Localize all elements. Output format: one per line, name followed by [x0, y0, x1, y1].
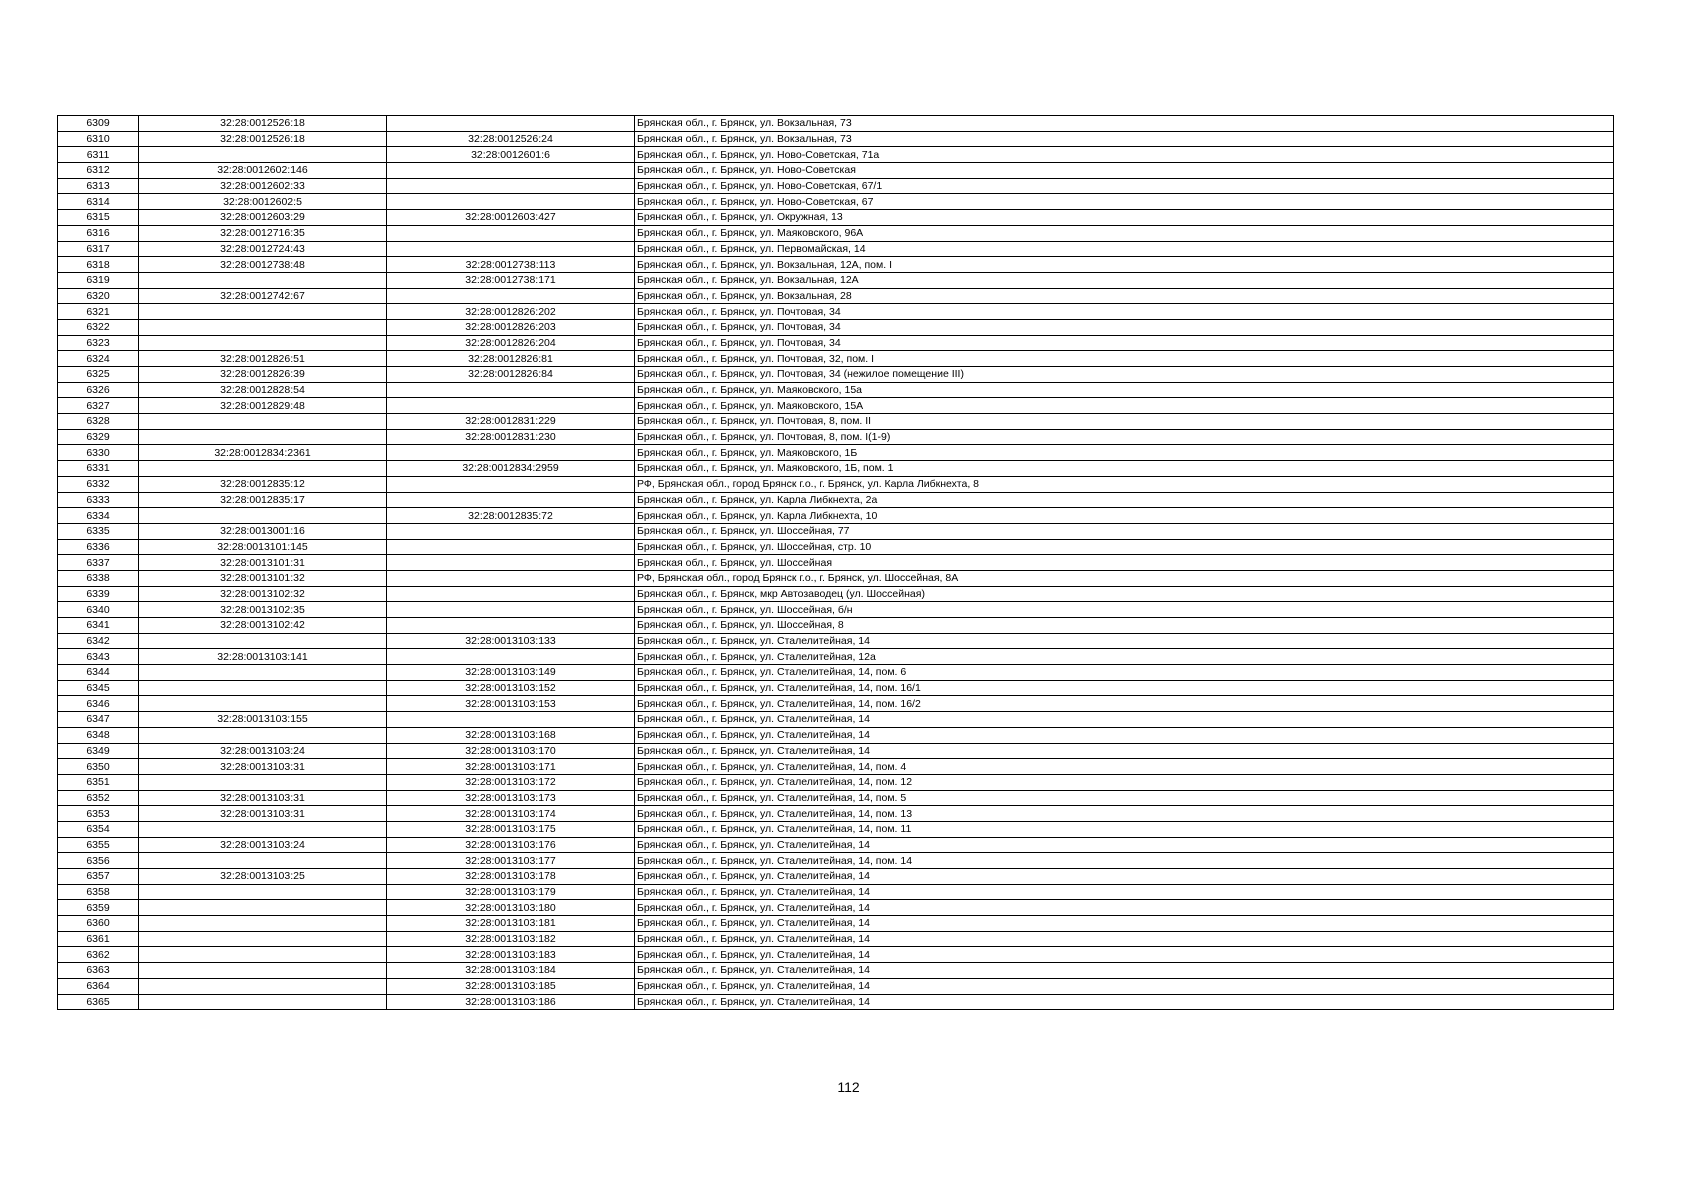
- land-cadastral-number-cell: 32:28:0013102:42: [139, 618, 387, 634]
- building-cadastral-number-cell: [387, 570, 635, 586]
- row-number-cell: 6343: [58, 649, 139, 665]
- building-cadastral-number-cell: 32:28:0013103:178: [387, 869, 635, 885]
- row-number-cell: 6350: [58, 759, 139, 775]
- row-number-cell: 6314: [58, 194, 139, 210]
- address-cell: Брянская обл., г. Брянск, ул. Шоссейная, 8: [635, 618, 1614, 634]
- table-row: [58, 570, 1614, 586]
- address-cell: Брянская обл., г. Брянск, ул. Почтовая, 34: [635, 335, 1614, 351]
- row-number-cell: 6363: [58, 963, 139, 979]
- address-cell: Брянская обл., г. Брянск, ул. Сталелитейная, 14: [635, 963, 1614, 979]
- building-cadastral-number-cell: 32:28:0013103:171: [387, 759, 635, 775]
- address-cell: Брянская обл., г. Брянск, ул. Сталелитейная, 14, пом. 12: [635, 774, 1614, 790]
- building-cadastral-number-cell: 32:28:0013103:170: [387, 743, 635, 759]
- row-number-cell: 6335: [58, 523, 139, 539]
- address-cell: Брянская обл., г. Брянск, ул. Сталелитейная, 14: [635, 884, 1614, 900]
- table-row: [58, 963, 1614, 979]
- row-number-cell: 6346: [58, 696, 139, 712]
- address-cell: Брянская обл., г. Брянск, ул. Почтовая, 8, пом. II: [635, 414, 1614, 430]
- address-cell: Брянская обл., г. Брянск, ул. Вокзальная, 12А: [635, 272, 1614, 288]
- row-number-cell: 6340: [58, 602, 139, 618]
- address-cell: Брянская обл., г. Брянск, ул. Вокзальная, 73: [635, 131, 1614, 147]
- address-cell: Брянская обл., г. Брянск, ул. Сталелитейная, 14, пом. 14: [635, 853, 1614, 869]
- land-cadastral-number-cell: [139, 508, 387, 524]
- land-cadastral-number-cell: 32:28:0012603:29: [139, 210, 387, 226]
- table-row: [58, 523, 1614, 539]
- table-row: [58, 241, 1614, 257]
- building-cadastral-number-cell: 32:28:0012826:202: [387, 304, 635, 320]
- land-cadastral-number-cell: 32:28:0012835:12: [139, 476, 387, 492]
- building-cadastral-number-cell: 32:28:0012826:203: [387, 319, 635, 335]
- address-cell: Брянская обл., г. Брянск, ул. Первомайская, 14: [635, 241, 1614, 257]
- building-cadastral-number-cell: [387, 288, 635, 304]
- table-row: [58, 555, 1614, 571]
- row-number-cell: 6338: [58, 570, 139, 586]
- address-cell: Брянская обл., г. Брянск, ул. Ново-Советская, 71а: [635, 147, 1614, 163]
- table-row: [58, 382, 1614, 398]
- building-cadastral-number-cell: [387, 194, 635, 210]
- row-number-cell: 6332: [58, 476, 139, 492]
- land-cadastral-number-cell: 32:28:0013101:145: [139, 539, 387, 555]
- table-row: [58, 821, 1614, 837]
- table-row: [58, 853, 1614, 869]
- row-number-cell: 6328: [58, 414, 139, 430]
- building-cadastral-number-cell: 32:28:0013103:186: [387, 994, 635, 1010]
- row-number-cell: 6313: [58, 178, 139, 194]
- row-number-cell: 6347: [58, 712, 139, 728]
- page-number: 112: [837, 1079, 860, 1095]
- table-row: [58, 163, 1614, 179]
- address-cell: Брянская обл., г. Брянск, ул. Ново-Советская: [635, 163, 1614, 179]
- table-row: [58, 225, 1614, 241]
- table-row: [58, 680, 1614, 696]
- row-number-cell: 6329: [58, 429, 139, 445]
- row-number-cell: 6319: [58, 272, 139, 288]
- row-number-cell: 6351: [58, 774, 139, 790]
- address-cell: Брянская обл., г. Брянск, ул. Маяковского, 1Б, пом. 1: [635, 461, 1614, 477]
- table-row: [58, 900, 1614, 916]
- table-row: [58, 884, 1614, 900]
- land-cadastral-number-cell: 32:28:0012828:54: [139, 382, 387, 398]
- address-cell: РФ, Брянская обл., город Брянск г.о., г. Брянск, ул. Карла Либкнехта, 8: [635, 476, 1614, 492]
- land-cadastral-number-cell: 32:28:0013101:31: [139, 555, 387, 571]
- building-cadastral-number-cell: 32:28:0013103:152: [387, 680, 635, 696]
- building-cadastral-number-cell: [387, 712, 635, 728]
- building-cadastral-number-cell: 32:28:0012834:2959: [387, 461, 635, 477]
- land-cadastral-number-cell: [139, 461, 387, 477]
- building-cadastral-number-cell: [387, 445, 635, 461]
- land-cadastral-number-cell: [139, 978, 387, 994]
- address-cell: Брянская обл., г. Брянск, ул. Сталелитейная, 14, пом. 4: [635, 759, 1614, 775]
- building-cadastral-number-cell: [387, 382, 635, 398]
- land-cadastral-number-cell: [139, 696, 387, 712]
- land-cadastral-number-cell: [139, 429, 387, 445]
- row-number-cell: 6357: [58, 869, 139, 885]
- table-row: [58, 633, 1614, 649]
- row-number-cell: 6345: [58, 680, 139, 696]
- building-cadastral-number-cell: 32:28:0013103:182: [387, 931, 635, 947]
- land-cadastral-number-cell: [139, 414, 387, 430]
- table-row: [58, 869, 1614, 885]
- land-cadastral-number-cell: [139, 319, 387, 335]
- row-number-cell: 6316: [58, 225, 139, 241]
- land-cadastral-number-cell: [139, 900, 387, 916]
- building-cadastral-number-cell: 32:28:0012603:427: [387, 210, 635, 226]
- building-cadastral-number-cell: [387, 492, 635, 508]
- address-cell: Брянская обл., г. Брянск, ул. Шоссейная, стр. 10: [635, 539, 1614, 555]
- land-cadastral-number-cell: 32:28:0013103:24: [139, 743, 387, 759]
- row-number-cell: 6348: [58, 727, 139, 743]
- building-cadastral-number-cell: 32:28:0013103:185: [387, 978, 635, 994]
- row-number-cell: 6344: [58, 665, 139, 681]
- table-row: [58, 461, 1614, 477]
- land-cadastral-number-cell: [139, 947, 387, 963]
- table-row: [58, 351, 1614, 367]
- building-cadastral-number-cell: [387, 539, 635, 555]
- land-cadastral-number-cell: 32:28:0013103:31: [139, 790, 387, 806]
- land-cadastral-number-cell: [139, 272, 387, 288]
- row-number-cell: 6341: [58, 618, 139, 634]
- building-cadastral-number-cell: [387, 476, 635, 492]
- land-cadastral-number-cell: 32:28:0012829:48: [139, 398, 387, 414]
- address-cell: Брянская обл., г. Брянск, ул. Вокзальная, 12А, пом. I: [635, 257, 1614, 273]
- land-cadastral-number-cell: [139, 665, 387, 681]
- building-cadastral-number-cell: [387, 618, 635, 634]
- building-cadastral-number-cell: [387, 178, 635, 194]
- building-cadastral-number-cell: 32:28:0013103:183: [387, 947, 635, 963]
- address-cell: Брянская обл., г. Брянск, ул. Почтовая, 34 (нежилое помещение III): [635, 367, 1614, 383]
- table-row: [58, 257, 1614, 273]
- land-cadastral-number-cell: 32:28:0013103:155: [139, 712, 387, 728]
- land-cadastral-number-cell: 32:28:0013102:35: [139, 602, 387, 618]
- land-cadastral-number-cell: 32:28:0013102:32: [139, 586, 387, 602]
- table-row: [58, 978, 1614, 994]
- land-cadastral-number-cell: [139, 774, 387, 790]
- land-cadastral-number-cell: 32:28:0012602:5: [139, 194, 387, 210]
- row-number-cell: 6356: [58, 853, 139, 869]
- address-cell: Брянская обл., г. Брянск, ул. Шоссейная, 77: [635, 523, 1614, 539]
- row-number-cell: 6337: [58, 555, 139, 571]
- land-cadastral-number-cell: 32:28:0012826:39: [139, 367, 387, 383]
- land-cadastral-number-cell: [139, 931, 387, 947]
- building-cadastral-number-cell: 32:28:0012526:24: [387, 131, 635, 147]
- row-number-cell: 6358: [58, 884, 139, 900]
- table-row: [58, 602, 1614, 618]
- row-number-cell: 6331: [58, 461, 139, 477]
- address-cell: Брянская обл., г. Брянск, ул. Сталелитейная, 14, пом. 11: [635, 821, 1614, 837]
- table-row: [58, 916, 1614, 932]
- address-cell: Брянская обл., г. Брянск, ул. Сталелитейная, 14: [635, 947, 1614, 963]
- table-row: [58, 806, 1614, 822]
- land-cadastral-number-cell: 32:28:0013103:31: [139, 759, 387, 775]
- building-cadastral-number-cell: [387, 398, 635, 414]
- building-cadastral-number-cell: 32:28:0013103:179: [387, 884, 635, 900]
- address-cell: Брянская обл., г. Брянск, ул. Сталелитейная, 12а: [635, 649, 1614, 665]
- land-cadastral-number-cell: 32:28:0013103:25: [139, 869, 387, 885]
- row-number-cell: 6333: [58, 492, 139, 508]
- table-row: [58, 147, 1614, 163]
- table-row: [58, 508, 1614, 524]
- row-number-cell: 6317: [58, 241, 139, 257]
- table-row: [58, 759, 1614, 775]
- table-row: [58, 947, 1614, 963]
- table-row: [58, 476, 1614, 492]
- table-row: [58, 288, 1614, 304]
- row-number-cell: 6364: [58, 978, 139, 994]
- row-number-cell: 6354: [58, 821, 139, 837]
- building-cadastral-number-cell: 32:28:0013103:181: [387, 916, 635, 932]
- table-row: [58, 319, 1614, 335]
- table-row: [58, 743, 1614, 759]
- building-cadastral-number-cell: 32:28:0013103:133: [387, 633, 635, 649]
- row-number-cell: 6362: [58, 947, 139, 963]
- building-cadastral-number-cell: 32:28:0013103:174: [387, 806, 635, 822]
- address-cell: Брянская обл., г. Брянск, ул. Сталелитейная, 14: [635, 869, 1614, 885]
- land-cadastral-number-cell: 32:28:0013103:31: [139, 806, 387, 822]
- address-cell: Брянская обл., г. Брянск, ул. Сталелитейная, 14: [635, 931, 1614, 947]
- table-row: [58, 194, 1614, 210]
- building-cadastral-number-cell: [387, 241, 635, 257]
- row-number-cell: 6359: [58, 900, 139, 916]
- table-row: [58, 178, 1614, 194]
- building-cadastral-number-cell: [387, 649, 635, 665]
- address-cell: Брянская обл., г. Брянск, ул. Ново-Советская, 67/1: [635, 178, 1614, 194]
- building-cadastral-number-cell: [387, 586, 635, 602]
- building-cadastral-number-cell: 32:28:0012831:230: [387, 429, 635, 445]
- land-cadastral-number-cell: 32:28:0012602:33: [139, 178, 387, 194]
- land-cadastral-number-cell: 32:28:0013103:24: [139, 837, 387, 853]
- land-cadastral-number-cell: [139, 916, 387, 932]
- row-number-cell: 6327: [58, 398, 139, 414]
- row-number-cell: 6325: [58, 367, 139, 383]
- row-number-cell: 6352: [58, 790, 139, 806]
- address-cell: Брянская обл., г. Брянск, ул. Почтовая, 34: [635, 304, 1614, 320]
- building-cadastral-number-cell: 32:28:0012826:204: [387, 335, 635, 351]
- address-cell: Брянская обл., г. Брянск, ул. Сталелитейная, 14: [635, 994, 1614, 1010]
- row-number-cell: 6326: [58, 382, 139, 398]
- land-cadastral-number-cell: 32:28:0012742:67: [139, 288, 387, 304]
- building-cadastral-number-cell: [387, 225, 635, 241]
- land-cadastral-number-cell: [139, 994, 387, 1010]
- address-cell: Брянская обл., г. Брянск, ул. Сталелитейная, 14, пом. 5: [635, 790, 1614, 806]
- land-cadastral-number-cell: 32:28:0012602:146: [139, 163, 387, 179]
- address-cell: Брянская обл., г. Брянск, ул. Маяковского, 1Б: [635, 445, 1614, 461]
- table-row: [58, 367, 1614, 383]
- table-row: [58, 774, 1614, 790]
- table-row: [58, 931, 1614, 947]
- registry-table: [57, 115, 1614, 1010]
- table-row: [58, 727, 1614, 743]
- building-cadastral-number-cell: 32:28:0013103:168: [387, 727, 635, 743]
- building-cadastral-number-cell: 32:28:0012826:84: [387, 367, 635, 383]
- address-cell: Брянская обл., г. Брянск, ул. Вокзальная, 28: [635, 288, 1614, 304]
- building-cadastral-number-cell: [387, 163, 635, 179]
- row-number-cell: 6318: [58, 257, 139, 273]
- building-cadastral-number-cell: 32:28:0013103:173: [387, 790, 635, 806]
- address-cell: РФ, Брянская обл., город Брянск г.о., г. Брянск, ул. Шоссейная, 8А: [635, 570, 1614, 586]
- land-cadastral-number-cell: 32:28:0013001:16: [139, 523, 387, 539]
- address-cell: Брянская обл., г. Брянск, ул. Почтовая, 32, пом. I: [635, 351, 1614, 367]
- address-cell: Брянская обл., г. Брянск, ул. Сталелитейная, 14, пом. 16/2: [635, 696, 1614, 712]
- row-number-cell: 6312: [58, 163, 139, 179]
- table-row: [58, 335, 1614, 351]
- land-cadastral-number-cell: [139, 727, 387, 743]
- row-number-cell: 6342: [58, 633, 139, 649]
- registry-table-body: [58, 116, 1614, 1010]
- row-number-cell: 6355: [58, 837, 139, 853]
- row-number-cell: 6321: [58, 304, 139, 320]
- building-cadastral-number-cell: 32:28:0012826:81: [387, 351, 635, 367]
- table-row: [58, 445, 1614, 461]
- building-cadastral-number-cell: 32:28:0013103:149: [387, 665, 635, 681]
- land-cadastral-number-cell: 32:28:0012826:51: [139, 351, 387, 367]
- table-row: [58, 116, 1614, 132]
- land-cadastral-number-cell: 32:28:0013103:141: [139, 649, 387, 665]
- row-number-cell: 6323: [58, 335, 139, 351]
- address-cell: Брянская обл., г. Брянск, ул. Сталелитейная, 14: [635, 900, 1614, 916]
- row-number-cell: 6309: [58, 116, 139, 132]
- address-cell: Брянская обл., г. Брянск, ул. Ново-Советская, 67: [635, 194, 1614, 210]
- row-number-cell: 6322: [58, 319, 139, 335]
- address-cell: Брянская обл., г. Брянск, мкр Автозаводец (ул. Шоссейная): [635, 586, 1614, 602]
- building-cadastral-number-cell: [387, 523, 635, 539]
- address-cell: Брянская обл., г. Брянск, ул. Маяковского, 15а: [635, 382, 1614, 398]
- building-cadastral-number-cell: 32:28:0013103:172: [387, 774, 635, 790]
- land-cadastral-number-cell: 32:28:0012738:48: [139, 257, 387, 273]
- table-row: [58, 586, 1614, 602]
- land-cadastral-number-cell: 32:28:0012716:35: [139, 225, 387, 241]
- table-row: [58, 210, 1614, 226]
- land-cadastral-number-cell: [139, 304, 387, 320]
- address-cell: Брянская обл., г. Брянск, ул. Сталелитейная, 14, пом. 6: [635, 665, 1614, 681]
- building-cadastral-number-cell: 32:28:0013103:176: [387, 837, 635, 853]
- building-cadastral-number-cell: [387, 116, 635, 132]
- building-cadastral-number-cell: 32:28:0012738:171: [387, 272, 635, 288]
- table-row: [58, 696, 1614, 712]
- address-cell: Брянская обл., г. Брянск, ул. Сталелитейная, 14, пом. 16/1: [635, 680, 1614, 696]
- table-row: [58, 131, 1614, 147]
- building-cadastral-number-cell: 32:28:0012835:72: [387, 508, 635, 524]
- address-cell: Брянская обл., г. Брянск, ул. Сталелитейная, 14: [635, 633, 1614, 649]
- address-cell: Брянская обл., г. Брянск, ул. Сталелитейная, 14, пом. 13: [635, 806, 1614, 822]
- row-number-cell: 6320: [58, 288, 139, 304]
- building-cadastral-number-cell: 32:28:0013103:177: [387, 853, 635, 869]
- address-cell: Брянская обл., г. Брянск, ул. Сталелитейная, 14: [635, 916, 1614, 932]
- address-cell: Брянская обл., г. Брянск, ул. Окружная, 13: [635, 210, 1614, 226]
- land-cadastral-number-cell: 32:28:0012834:2361: [139, 445, 387, 461]
- row-number-cell: 6330: [58, 445, 139, 461]
- address-cell: Брянская обл., г. Брянск, ул. Сталелитейная, 14: [635, 743, 1614, 759]
- row-number-cell: 6324: [58, 351, 139, 367]
- land-cadastral-number-cell: 32:28:0013101:32: [139, 570, 387, 586]
- land-cadastral-number-cell: [139, 853, 387, 869]
- address-cell: Брянская обл., г. Брянск, ул. Почтовая, 34: [635, 319, 1614, 335]
- address-cell: Брянская обл., г. Брянск, ул. Шоссейная, б/н: [635, 602, 1614, 618]
- address-cell: Брянская обл., г. Брянск, ул. Шоссейная: [635, 555, 1614, 571]
- table-row: [58, 398, 1614, 414]
- land-cadastral-number-cell: 32:28:0012835:17: [139, 492, 387, 508]
- table-row: [58, 414, 1614, 430]
- row-number-cell: 6311: [58, 147, 139, 163]
- table-row: [58, 712, 1614, 728]
- building-cadastral-number-cell: 32:28:0013103:175: [387, 821, 635, 837]
- land-cadastral-number-cell: [139, 633, 387, 649]
- land-cadastral-number-cell: [139, 335, 387, 351]
- building-cadastral-number-cell: 32:28:0013103:180: [387, 900, 635, 916]
- land-cadastral-number-cell: [139, 884, 387, 900]
- address-cell: Брянская обл., г. Брянск, ул. Сталелитейная, 14: [635, 978, 1614, 994]
- row-number-cell: 6349: [58, 743, 139, 759]
- land-cadastral-number-cell: [139, 963, 387, 979]
- table-row: [58, 790, 1614, 806]
- building-cadastral-number-cell: 32:28:0013103:153: [387, 696, 635, 712]
- address-cell: Брянская обл., г. Брянск, ул. Маяковского, 15А: [635, 398, 1614, 414]
- address-cell: Брянская обл., г. Брянск, ул. Карла Либкнехта, 2а: [635, 492, 1614, 508]
- row-number-cell: 6334: [58, 508, 139, 524]
- building-cadastral-number-cell: 32:28:0013103:184: [387, 963, 635, 979]
- address-cell: Брянская обл., г. Брянск, ул. Маяковского, 96А: [635, 225, 1614, 241]
- land-cadastral-number-cell: [139, 680, 387, 696]
- address-cell: Брянская обл., г. Брянск, ул. Сталелитейная, 14: [635, 712, 1614, 728]
- table-row: [58, 429, 1614, 445]
- land-cadastral-number-cell: 32:28:0012526:18: [139, 131, 387, 147]
- land-cadastral-number-cell: 32:28:0012526:18: [139, 116, 387, 132]
- table-row: [58, 665, 1614, 681]
- row-number-cell: 6310: [58, 131, 139, 147]
- building-cadastral-number-cell: [387, 602, 635, 618]
- building-cadastral-number-cell: 32:28:0012738:113: [387, 257, 635, 273]
- table-row: [58, 304, 1614, 320]
- address-cell: Брянская обл., г. Брянск, ул. Сталелитейная, 14: [635, 727, 1614, 743]
- address-cell: Брянская обл., г. Брянск, ул. Сталелитейная, 14: [635, 837, 1614, 853]
- row-number-cell: 6315: [58, 210, 139, 226]
- address-cell: Брянская обл., г. Брянск, ул. Карла Либкнехта, 10: [635, 508, 1614, 524]
- table-row: [58, 618, 1614, 634]
- table-row: [58, 649, 1614, 665]
- table-row: [58, 837, 1614, 853]
- row-number-cell: 6336: [58, 539, 139, 555]
- table-row: [58, 539, 1614, 555]
- land-cadastral-number-cell: [139, 147, 387, 163]
- land-cadastral-number-cell: [139, 821, 387, 837]
- table-row: [58, 492, 1614, 508]
- address-cell: Брянская обл., г. Брянск, ул. Вокзальная, 73: [635, 116, 1614, 132]
- building-cadastral-number-cell: [387, 555, 635, 571]
- building-cadastral-number-cell: 32:28:0012601:6: [387, 147, 635, 163]
- row-number-cell: 6360: [58, 916, 139, 932]
- row-number-cell: 6339: [58, 586, 139, 602]
- row-number-cell: 6361: [58, 931, 139, 947]
- table-row: [58, 272, 1614, 288]
- row-number-cell: 6365: [58, 994, 139, 1010]
- row-number-cell: 6353: [58, 806, 139, 822]
- address-cell: Брянская обл., г. Брянск, ул. Почтовая, 8, пом. I(1-9): [635, 429, 1614, 445]
- building-cadastral-number-cell: 32:28:0012831:229: [387, 414, 635, 430]
- table-row: [58, 994, 1614, 1010]
- land-cadastral-number-cell: 32:28:0012724:43: [139, 241, 387, 257]
